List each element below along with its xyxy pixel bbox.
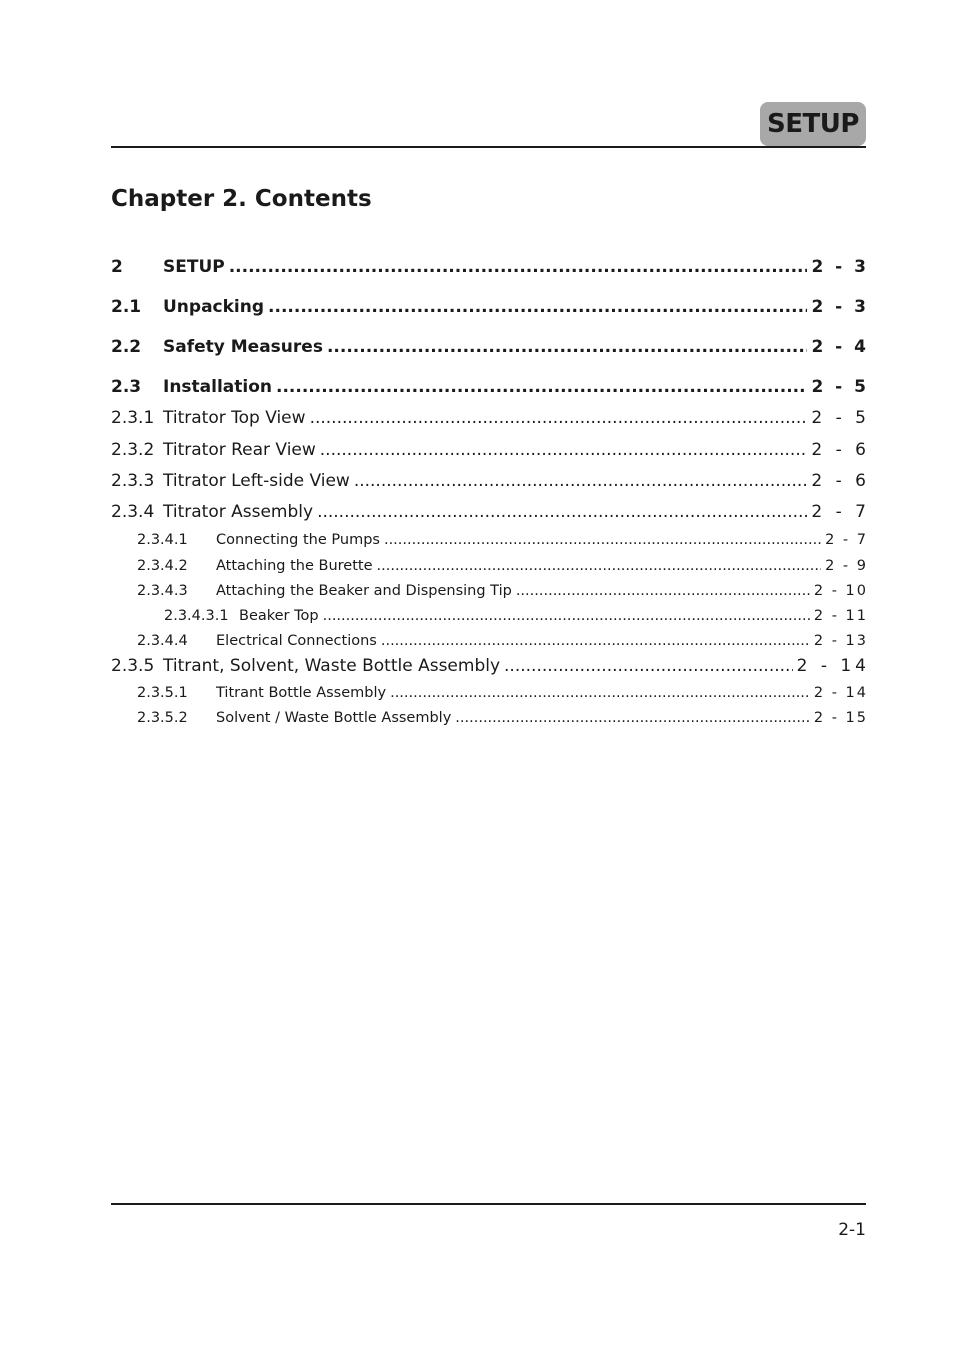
toc-entry-title: Installation [163, 377, 273, 397]
toc-entry-page: 2 - 14 [796, 656, 870, 676]
toc-leader-dots [455, 710, 810, 726]
chapter-title: Chapter 2. Contents [111, 186, 372, 212]
toc-entry-number: 2.3.5.1 [137, 685, 188, 701]
toc-entry-number: 2.3.3 [111, 471, 155, 491]
toc-entry-page: 2 - 11 [813, 608, 868, 624]
toc-entry-page: 2 - 3 [811, 297, 869, 317]
toc-entry-2-3-2[interactable] [111, 440, 870, 460]
toc-leader-dots [229, 257, 808, 277]
toc-entry-title: Titrator Rear View [163, 440, 316, 460]
toc-entry-title: Connecting the Pumps [216, 532, 380, 548]
section-badge-label: SETUP [767, 109, 859, 139]
toc-entry-number: 2.3.4 [111, 502, 155, 522]
toc-entry-page: 2 - 7 [811, 502, 870, 522]
toc-entry-number: 2.3.5 [111, 656, 155, 676]
toc-entry-2-1[interactable] [111, 297, 869, 317]
toc-entry-number: 2.3.4.3.1 [164, 608, 229, 624]
toc-leader-dots [377, 558, 822, 574]
toc-entry-number: 2 [111, 257, 123, 277]
toc-entry-number: 2.3.5.2 [137, 710, 188, 726]
toc-leader-dots [320, 440, 808, 460]
toc-entry-title: Unpacking [163, 297, 265, 317]
toc-leader-dots [354, 471, 808, 491]
toc-entry-2-3-4-2[interactable] [137, 558, 866, 574]
toc-entry-title: Solvent / Waste Bottle Assembly [216, 710, 452, 726]
toc-entry-number: 2.3.4.1 [137, 532, 188, 548]
toc-entry-title: Titrant Bottle Assembly [216, 685, 387, 701]
toc-entry-2-3-4-4[interactable] [137, 633, 866, 649]
toc-leader-dots [381, 633, 810, 649]
toc-entry-2[interactable] [111, 257, 869, 277]
toc-entry-title: Attaching the Burette [216, 558, 373, 574]
toc-leader-dots [327, 337, 807, 357]
toc-entry-number: 2.3.4.3 [137, 583, 188, 599]
toc-entry-page: 2 - 5 [811, 408, 870, 428]
toc-entry-title: Titrator Left-side View [163, 471, 350, 491]
toc-leader-dots [384, 532, 821, 548]
toc-entry-page: 2 - 10 [813, 583, 868, 599]
toc-entry-page: 2 - 6 [811, 440, 870, 460]
toc-entry-title: Attaching the Beaker and Dispensing Tip [216, 583, 512, 599]
toc-entry-number: 2.3.2 [111, 440, 155, 460]
toc-entry-2-3[interactable] [111, 377, 869, 397]
toc-leader-dots [504, 656, 793, 676]
toc-leader-dots [268, 297, 807, 317]
toc-entry-page: 2 - 7 [825, 532, 868, 548]
toc-entry-number: 2.3.4.4 [137, 633, 188, 649]
toc-entry-2-3-5-2[interactable] [137, 710, 866, 726]
toc-entry-title: Titrator Top View [163, 408, 306, 428]
toc-entry-title: Safety Measures [163, 337, 323, 357]
toc-leader-dots [516, 583, 810, 599]
toc-leader-dots [310, 408, 808, 428]
toc-entry-number: 2.2 [111, 337, 142, 357]
toc-entry-title: Titrant, Solvent, Waste Bottle Assembly [163, 656, 501, 676]
toc-entry-2-2[interactable] [111, 337, 869, 357]
toc-entry-page: 2 - 13 [813, 633, 868, 649]
page-number: 2-1 [838, 1220, 866, 1240]
footer-rule [111, 1203, 866, 1205]
toc-entry-page: 2 - 3 [811, 257, 869, 277]
toc-entry-2-3-5[interactable] [111, 656, 870, 676]
toc-entry-number: 2.3.4.2 [137, 558, 188, 574]
toc-entry-title: Titrator Assembly [163, 502, 314, 522]
toc-entry-page: 2 - 15 [813, 710, 868, 726]
toc-entry-title: Electrical Connections [216, 633, 377, 649]
toc-entry-2-3-3[interactable] [111, 471, 870, 491]
toc-entry-number: 2.3.1 [111, 408, 155, 428]
toc-leader-dots [276, 377, 807, 397]
toc-entry-2-3-4-3-1[interactable] [164, 608, 866, 624]
toc-entry-title: Beaker Top [239, 608, 319, 624]
toc-leader-dots [390, 685, 810, 701]
toc-entry-2-3-4-3[interactable] [137, 583, 866, 599]
section-badge [760, 102, 866, 146]
toc-entry-2-3-5-1[interactable] [137, 685, 866, 701]
toc-entry-2-3-4[interactable] [111, 502, 870, 522]
toc-leader-dots [323, 608, 810, 624]
toc-entry-number: 2.3 [111, 377, 142, 397]
toc-entry-page: 2 - 9 [825, 558, 868, 574]
header-rule [111, 146, 866, 148]
toc-leader-dots [317, 502, 807, 522]
toc-entry-number: 2.1 [111, 297, 142, 317]
toc-entry-page: 2 - 6 [811, 471, 870, 491]
toc-entry-page: 2 - 5 [811, 377, 869, 397]
toc-entry-2-3-4-1[interactable] [137, 532, 866, 548]
toc-entry-page: 2 - 14 [813, 685, 868, 701]
toc-entry-title: SETUP [163, 257, 225, 277]
toc-entry-page: 2 - 4 [811, 337, 869, 357]
toc-entry-2-3-1[interactable] [111, 408, 870, 428]
